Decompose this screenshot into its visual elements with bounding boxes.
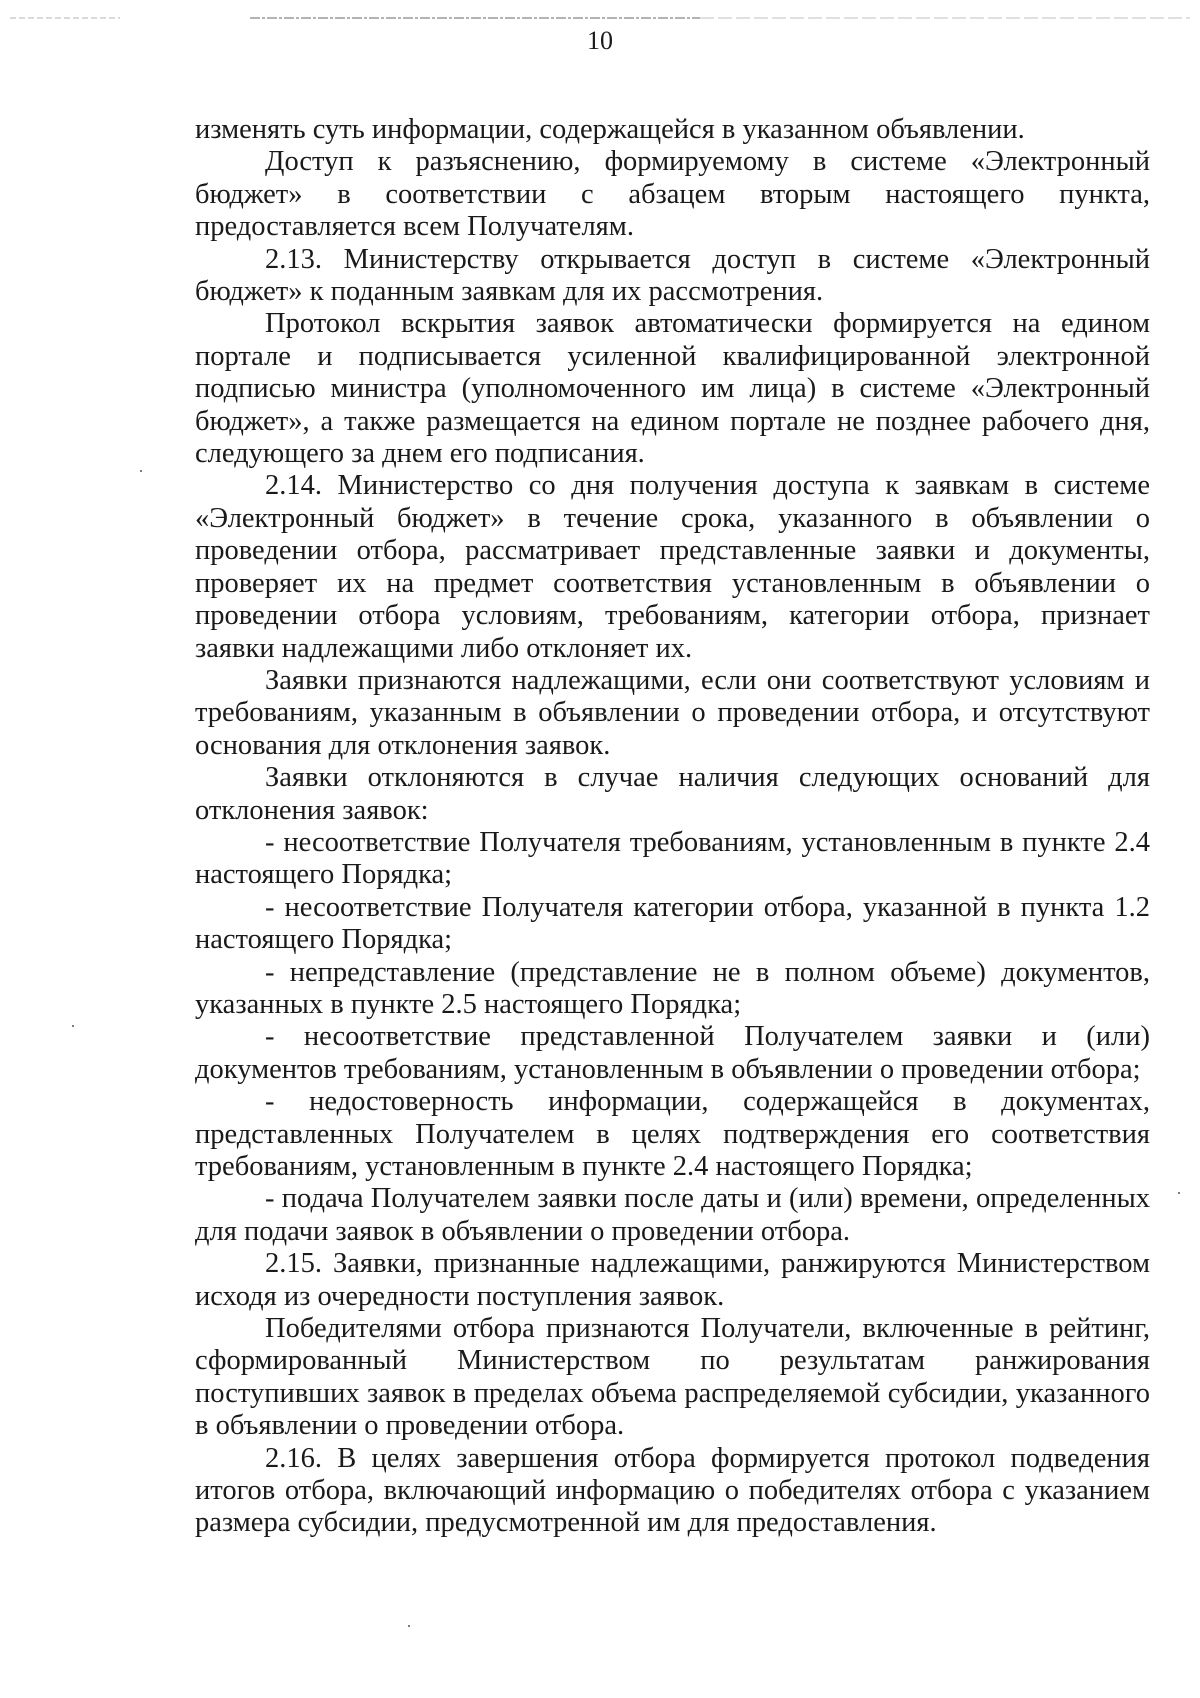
paragraph-2-16: 2.16. В целях завершения отбора формируется протокол подведения итогов отбора, включающий информацию о победителях отбора с указанием размера субсидии, предусмотренной им для предоставления. (195, 1442, 1150, 1539)
list-item-rejection-1: - несоответствие Получателя требованиям, установленным в пункте 2.4 настоящего Порядка; (195, 826, 1150, 891)
paragraph-continuation: изменять суть информации, содержащейся в указанном объявлении. (195, 114, 1025, 145)
scan-speck (408, 1625, 410, 1627)
list-item-rejection-6: - подача Получателем заявки после даты и (или) времени, определенных для подачи заявок в объявлении о проведении отбора. (195, 1183, 1150, 1247)
list-item-rejection-3: - непредставление (представление не в полном объеме) документов, указанных в пункте 2.5 настоящего Порядка; (195, 956, 1150, 1020)
scan-speck (72, 1025, 74, 1027)
list-item-rejection-4: - несоответствие представленной Получателем заявки и (или) документов требованиям, установленным в объявлении о проведении отбора; (195, 1021, 1150, 1085)
paragraph-2-14: 2.14. Министерство со дня получения доступа к заявкам в системе «Электронный бюджет» в течение срока, указанного в объявлении о проведении отбора, рассматривает представленные заявки и документы, проверяет их на предмет соответствия установленным в объявлении о проведении отбора условиям, требованиям, категории отбора, признает заявки надлежащими либо отклоняет их. (195, 470, 1150, 664)
scan-speck (1178, 1192, 1180, 1194)
paragraph-2-13: 2.13. Министерству открывается доступ в системе «Электронный бюджет» к поданным заявкам для их рассмотрения. (195, 243, 1150, 308)
scan-artifact-line (0, 15, 1200, 21)
paragraph-2-15: 2.15. Заявки, признанные надлежащими, ранжируются Министерством исходя из очередности поступления заявок. (195, 1248, 1150, 1312)
list-item-rejection-5: - недостоверность информации, содержащейся в документах, представленных Получателем в целях подтверждения его соответствия требованиям, установленным в пункте 2.4 настоящего Порядка; (195, 1086, 1150, 1182)
paragraph-proper-applications: Заявки признаются надлежащими, если они соответствуют условиям и требованиям, указанным в объявлении о проведении отбора, и отсутствуют основания для отклонения заявок. (195, 664, 1150, 761)
list-item-rejection-2: - несоответствие Получателя категории отбора, указанной в пункта 1.2 настоящего Порядка; (195, 891, 1150, 956)
paragraph-rejection-grounds: Заявки отклоняются в случае наличия следующих оснований для отклонения заявок: (195, 762, 1150, 826)
scan-speck (140, 470, 142, 472)
paragraph-clarification-access: Доступ к разъяснению, формируемому в системе «Электронный бюджет» в соответствии с абзацем вторым настоящего пункта, предоставляется всем Получателям. (195, 146, 1150, 243)
paragraph-winners: Победителями отбора признаются Получатели, включенные в рейтинг, сформированный Министерством по результатам ранжирования поступивших заявок в пределах объема распределяемой субсидии, указанного в объявлении о проведении отбора. (195, 1313, 1150, 1442)
page-number: 10 (587, 26, 613, 55)
document-body (195, 114, 1150, 1540)
paragraph-opening-protocol: Протокол вскрытия заявок автоматически формируется на едином портале и подписывается усиленной квалифицированной электронной подписью министра (уполномоченного им лица) в системе «Электронный бюджет», а также размещается на едином портале не позднее рабочего дня, следующего за днем его подписания. (195, 308, 1150, 470)
